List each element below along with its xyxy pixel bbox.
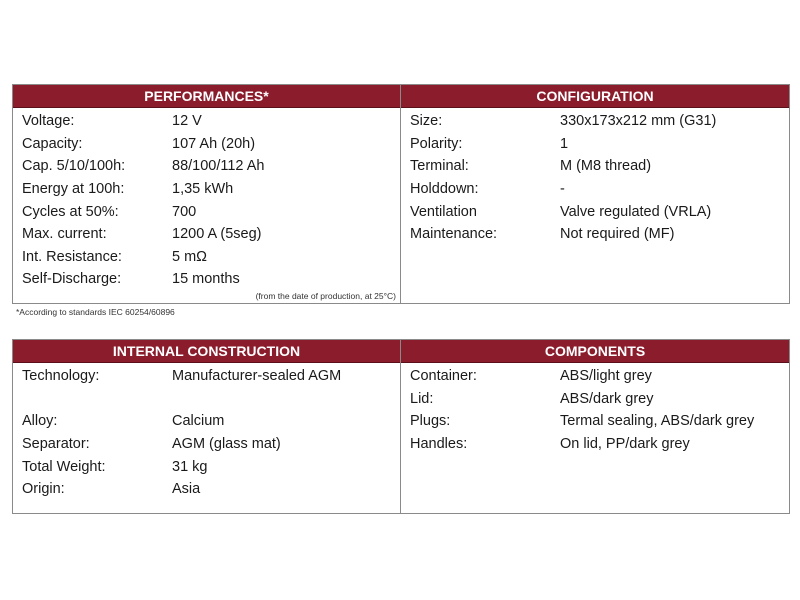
spec-value: ABS/dark grey <box>560 390 654 407</box>
spec-value: 107 Ah (20h) <box>172 135 256 152</box>
spec-row <box>401 155 789 178</box>
spec-label: Polarity: <box>410 135 463 152</box>
spec-table-top <box>12 84 790 304</box>
spec-label: Ventilation <box>410 203 477 220</box>
spec-row <box>13 246 400 269</box>
spec-value: 88/100/112 Ah <box>172 158 265 175</box>
spec-row <box>401 410 789 433</box>
spec-value: ABS/light grey <box>560 368 652 385</box>
spec-label: Technology: <box>22 368 100 385</box>
spec-row <box>401 110 789 133</box>
spec-label: Holddown: <box>410 181 479 198</box>
spec-label: Size: <box>410 113 443 130</box>
spec-label: Plugs: <box>410 413 451 430</box>
spec-row <box>401 178 789 201</box>
spec-row <box>401 223 789 246</box>
performances-header: PERFORMANCES* <box>13 85 400 108</box>
spec-row <box>401 200 789 223</box>
spec-row <box>13 433 400 456</box>
spec-label: Cap. 5/10/100h: <box>22 158 126 175</box>
spec-row <box>401 133 789 156</box>
standards-footnote: *According to standards IEC 60254/60896 <box>16 307 175 317</box>
spec-label: Capacity: <box>22 135 83 152</box>
spec-row <box>13 268 400 291</box>
spec-value: 31 kg <box>172 458 208 475</box>
spec-row <box>13 365 400 388</box>
spec-row <box>13 223 400 246</box>
internal-construction-section <box>13 340 401 513</box>
configuration-rows <box>401 108 789 246</box>
spec-row <box>13 155 400 178</box>
spec-value: On lid, PP/dark grey <box>560 436 690 453</box>
spec-row <box>13 478 400 501</box>
components-rows <box>401 363 789 455</box>
spec-label: Energy at 100h: <box>22 181 125 198</box>
spec-value: 15 months <box>172 271 240 288</box>
spec-row <box>401 365 789 388</box>
spec-label: Alloy: <box>22 413 58 430</box>
internal-construction-header: INTERNAL CONSTRUCTION <box>13 340 400 363</box>
spec-value: 5 mΩ <box>172 248 208 265</box>
spec-label: Total Weight: <box>22 458 106 475</box>
spec-value: M (M8 thread) <box>560 158 652 175</box>
components-section <box>401 340 789 513</box>
spec-value: 1200 A (5seg) <box>172 226 262 243</box>
components-header: COMPONENTS <box>401 340 789 363</box>
spec-value: 1,35 kWh <box>172 181 234 198</box>
performances-rows <box>13 108 400 291</box>
spec-value: 330x173x212 mm (G31) <box>560 113 717 130</box>
spec-value: 1 <box>560 135 569 152</box>
spec-value: Not required (MF) <box>560 226 675 243</box>
spec-label: Int. Resistance: <box>22 248 122 265</box>
spec-row <box>13 455 400 478</box>
spec-row <box>13 178 400 201</box>
configuration-header: CONFIGURATION <box>401 85 789 108</box>
spec-label: Cycles at 50%: <box>22 203 119 220</box>
spec-value: Termal sealing, ABS/dark grey <box>560 413 755 430</box>
spec-row <box>13 410 400 433</box>
spec-value: Manufacturer-sealed AGM <box>172 368 342 385</box>
spec-label: Maintenance: <box>410 226 498 243</box>
spec-row <box>401 388 789 411</box>
spec-label: Lid: <box>410 390 434 407</box>
spec-row <box>13 110 400 133</box>
spec-label: Voltage: <box>22 113 75 130</box>
spec-value: AGM (glass mat) <box>172 436 281 453</box>
spec-label: Container: <box>410 368 477 385</box>
spec-value: Calcium <box>172 413 225 430</box>
spec-label: Handles: <box>410 436 468 453</box>
spec-label: Self-Discharge: <box>22 271 122 288</box>
internal-construction-rows <box>13 363 400 501</box>
spec-row <box>13 133 400 156</box>
spec-table-bottom <box>12 339 790 514</box>
spec-label: Terminal: <box>410 158 469 175</box>
spec-label: Origin: <box>22 481 65 498</box>
self-discharge-note: (from the date of production, at 25°C) <box>255 291 396 301</box>
spec-label: Separator: <box>22 436 90 453</box>
configuration-section <box>401 85 789 303</box>
spec-value: 12 V <box>172 113 202 130</box>
spec-value: Valve regulated (VRLA) <box>560 203 712 220</box>
spec-label: Max. current: <box>22 226 107 243</box>
spec-value: Asia <box>172 481 201 498</box>
spec-value: 700 <box>172 203 197 220</box>
spec-row-empty <box>13 388 400 411</box>
performances-section <box>13 85 401 303</box>
spec-value: - <box>560 181 565 198</box>
spec-row <box>13 200 400 223</box>
spec-row <box>401 433 789 456</box>
